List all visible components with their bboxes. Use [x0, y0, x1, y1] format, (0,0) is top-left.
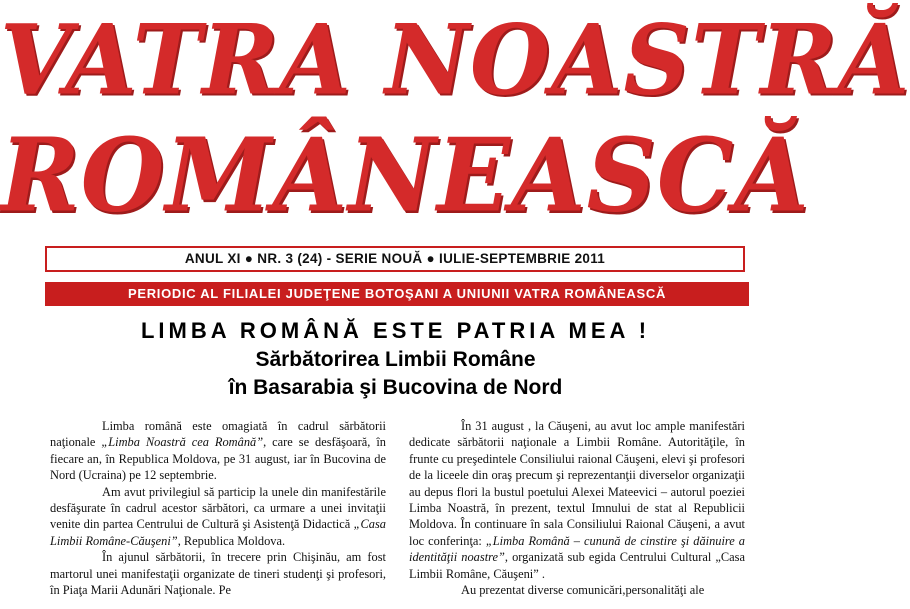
text-run: , care se desfăşoară, în fiecare an, în Republica Moldova, pe 31 august, iar în Bucovina de Nord (Ucraina) pe 12 septembrie.: [50, 435, 386, 483]
article-headline: LIMBA ROMÂNĂ ESTE PATRIA MEA !: [140, 318, 651, 343]
text-run: Limba română este omagiată în cadrul sărbătorii naţionale: [50, 419, 386, 450]
text-run: În 31 august , la Căuşeni, au avut loc ample manifestări dedicate sărbătorii naţionale a Limbii Române. Autorităţile, în frunte cu preşedintele Consiliului raional Căuşeni, elevi şi profesori de la liceele din oraş precum şi reprezentanţii diverselor organizaţii au depus flori la bustul poetului Alexei Mateevici – autorul poeziei Limba Noastră, în prezent, textul Imnului de stat al Republicii Moldova. În continuare în sala Consiliului Raional Căuşeni, a avut loc conferinţa:: [409, 419, 745, 548]
article-subtitle-2: în Basarabia şi Bucovina de Nord: [228, 376, 563, 399]
italic-text-run: „Casa Limbii Române-Căuşeni”: [50, 517, 386, 548]
text-run: , organizată sub egida Centrului Cultural „Casa Limbii Române, Căuşeni” .: [409, 550, 745, 581]
text-run: Am avut privilegiul să particip la unele din manifestările desfăşurate în cadrul acestor sărbători, ca urmare a unei invitaţii venite din partea Centrului de Cultură şi Asistenţă Didactică: [50, 484, 386, 532]
text-run: Au prezentat diverse comunicări,personalităţi ale: [461, 583, 705, 598]
paragraph: [50, 549, 386, 598]
paragraph: [409, 418, 745, 582]
masthead-line-2: ROMÂNEASCĂ: [0, 116, 810, 235]
periodical-banner: PERIODIC AL FILIALEI JUDEŢENE BOTOŞANI A UNIUNII VATRA ROMÂNEASCĂ: [45, 282, 749, 306]
issue-info-banner: ANUL XI ● NR. 3 (24) - SERIE NOUĂ ● IULIE-SEPTEMBRIE 2011: [45, 246, 745, 272]
paragraph: [409, 582, 745, 598]
paragraph: [50, 484, 386, 550]
masthead-line-1: VATRA NOASTRĂ: [0, 3, 910, 117]
text-run: În ajunul sărbătorii, în trecere prin Chişinău, am fost martorul unei manifestaţii organizate de tineri studenţi şi profesori, în Piaţa Marii Adunări Naţionale. Pe: [50, 550, 386, 598]
article-subtitle-1: Sărbătorirea Limbii Române: [255, 348, 536, 371]
paragraph: [50, 418, 386, 484]
italic-text-run: „Limba Română – cunună de cinstire şi dăinuire a identităţii noastre”: [409, 533, 745, 565]
article-column-right: [409, 418, 745, 598]
text-run: , Republica Moldova.: [177, 533, 286, 548]
italic-text-run: „Limba Noastră cea Română”: [101, 435, 264, 450]
article-column-left: [50, 418, 386, 598]
